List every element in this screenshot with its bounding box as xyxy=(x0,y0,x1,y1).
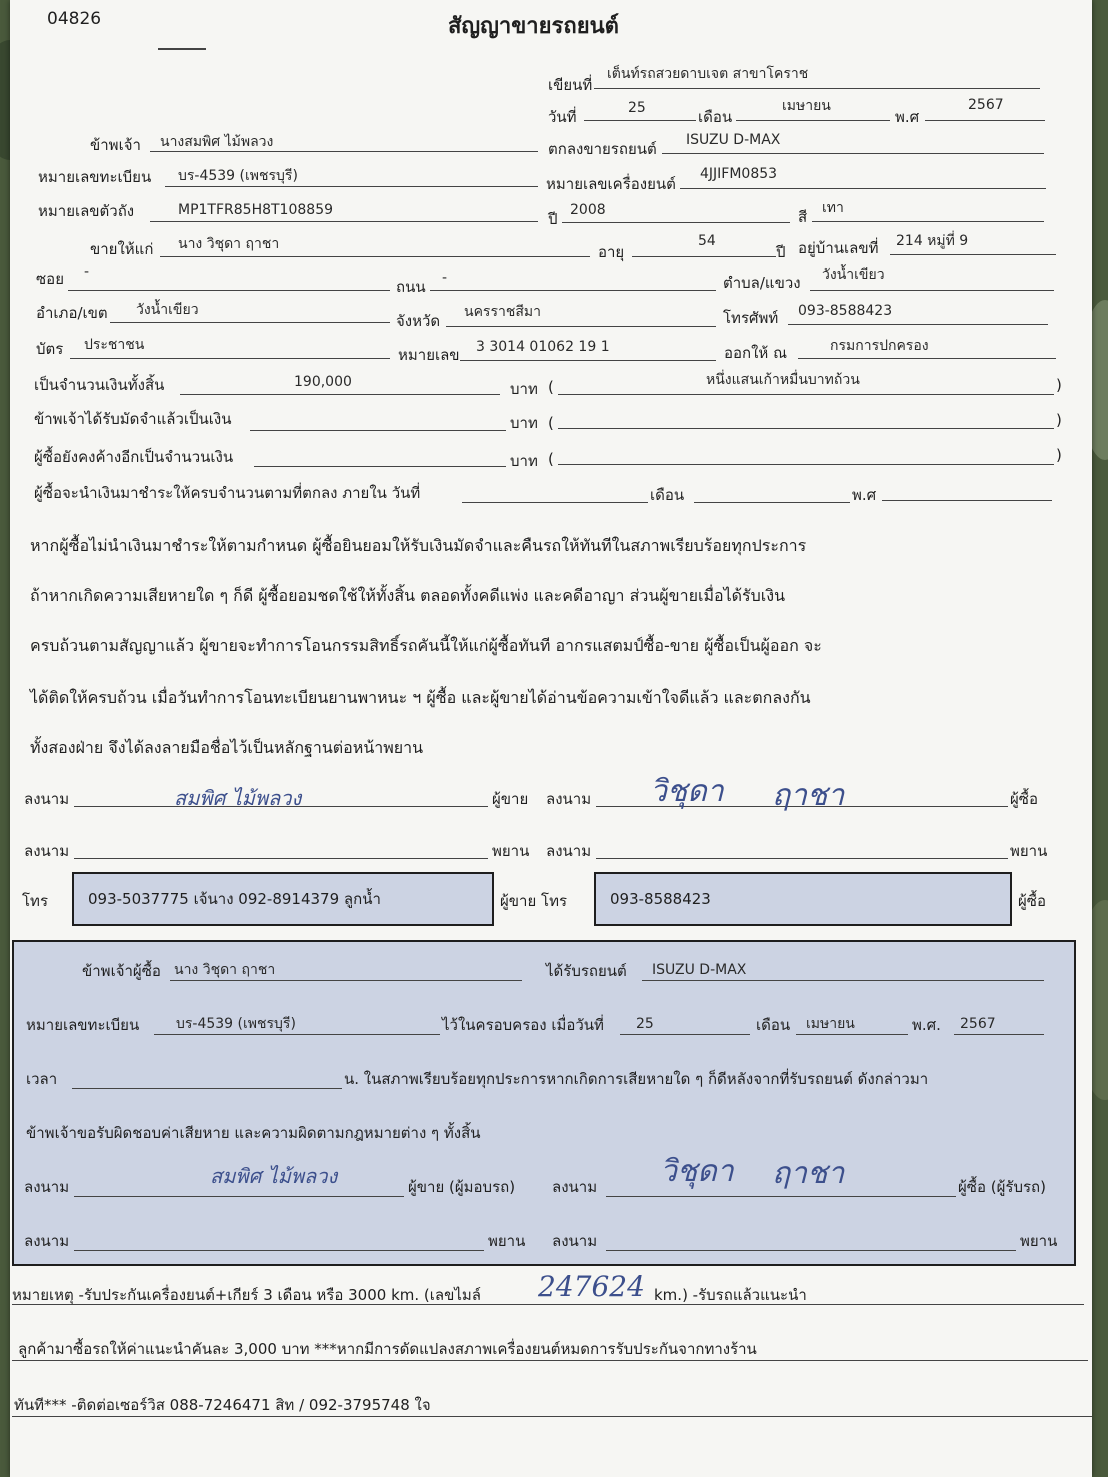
due-year-label: พ.ศ xyxy=(852,486,877,504)
issued-label: ออกให้ ณ xyxy=(724,344,787,362)
age-value: 54 xyxy=(698,233,716,249)
phone-label: โทรศัพท์ xyxy=(723,309,779,327)
time-suffix: น. ในสภาพเรียบร้อยทุกประการหากเกิดการเสียหายใด ๆ ก็ดีหลังจากที่รับรถยนต์ ดังกล่าวมา xyxy=(344,1070,929,1088)
underline xyxy=(12,1360,1088,1361)
card-label: บัตร xyxy=(36,340,64,358)
terms-line: ครบถ้วนตามสัญญาแล้ว ผู้ขายจะทำการโอนกรรมสิทธิ์รถคันนี้ให้แก่ผู้ซื้อทันที อากรแสตมป์ซื้อ-ขาย ผู้ซื้อเป็นผู้ออก จะ xyxy=(30,636,822,655)
deposit-label: ข้าพเจ้าได้รับมัดจำแล้วเป็นเงิน xyxy=(34,410,232,428)
responsibility-text: ข้าพเจ้าขอรับผิดชอบค่าเสียหาย และความผิดตามกฎหมายต่าง ๆ ทั้งสิ้น xyxy=(26,1124,481,1142)
underline xyxy=(882,500,1052,501)
sell-to-label: ขายให้แก่ xyxy=(90,240,154,258)
underline xyxy=(606,1250,1016,1251)
buyer-phone-label: ผู้ซื้อ xyxy=(1018,892,1046,910)
date-label: วันที่ xyxy=(548,108,577,126)
paren-close: ) xyxy=(1056,411,1062,429)
buyer-signature: ฤาชา xyxy=(772,778,845,813)
seller-phone-box xyxy=(72,872,494,926)
agree-sell-label: ตกลงขายรถยนต์ xyxy=(548,140,657,158)
seller-name: นางสมพิศ ไม้พลวง xyxy=(160,134,274,150)
terms-line: ถ้าหากเกิดความเสียหายใด ๆ ก็ดี ผู้ซื้อยอมชดใช้ให้ทั้งสิ้น ตลอดทั้งคดีแพ่ง และคดีอาญา ส่วนผู้ขายเมื่อได้รับเงิน xyxy=(30,586,786,605)
seller-phone: 093-5037775 เจ้นาง 092-8914379 ลูกน้ำ xyxy=(88,890,381,908)
district-value: วังน้ำเขียว xyxy=(136,302,199,318)
age-label: อายุ xyxy=(598,243,625,261)
card-number-label: หมายเลข xyxy=(398,346,460,364)
underline xyxy=(160,256,590,257)
underline xyxy=(72,1088,342,1089)
written-at-label: เขียนที่ xyxy=(548,76,593,94)
underline xyxy=(150,151,538,152)
buyer-role: ผู้ซื้อ xyxy=(1010,790,1038,808)
receipt-day: 25 xyxy=(636,1016,654,1032)
paren-open: ( xyxy=(548,414,554,432)
witness-role: พยาน xyxy=(1010,842,1048,860)
underline xyxy=(562,222,790,223)
underline xyxy=(694,502,850,503)
underline xyxy=(170,980,522,981)
road-value: - xyxy=(442,270,448,286)
time-label: เวลา xyxy=(26,1070,58,1088)
buyer-signature: ฤาชา xyxy=(772,1156,845,1191)
total-words: หนึ่งแสนเก้าหมื่นบาทถ้วน xyxy=(706,372,860,388)
buyer-phone: 093-8588423 xyxy=(610,890,711,908)
underline xyxy=(150,221,538,222)
road-label: ถนน xyxy=(396,278,426,296)
seller-label: ข้าพเจ้า xyxy=(90,136,141,154)
receipt-plate: บร-4539 (เพชรบุรี) xyxy=(176,1016,296,1032)
car-year-label: ปี xyxy=(548,210,558,228)
underline xyxy=(446,326,716,327)
received-car: ISUZU D-MAX xyxy=(652,962,747,978)
underline xyxy=(596,858,1008,859)
sign-label: ลงนาม xyxy=(546,842,592,860)
month-label: เดือน xyxy=(698,108,733,126)
due-label: ผู้ซื้อจะนำเงินมาชำระให้ครบจำนวนตามที่ตกลง ภายใน วันที่ xyxy=(34,484,421,502)
subdistrict-value: วังน้ำเขียว xyxy=(822,267,885,283)
note-line-3: ทันที*** -ติดต่อเซอร์วิส 088-7246471 สิท / 092-3795748 ใจ xyxy=(14,1396,431,1414)
underline xyxy=(890,254,1056,255)
underline xyxy=(662,153,1044,154)
receipt-year: 2567 xyxy=(960,1016,996,1032)
buyer-signature: วิชุดา xyxy=(650,774,724,809)
chassis-value: MP1TFR85H8T108859 xyxy=(178,202,334,218)
underline xyxy=(74,1196,404,1197)
underline xyxy=(558,394,1054,395)
note-line-2: ลูกค้ามาซื้อรถให้ค่าแนะนำคันละ 3,000 บาท ***หากมีการดัดแปลงสภาพเครื่องยนต์หมดการรับประกันจากทางร้าน xyxy=(18,1340,757,1358)
underline xyxy=(584,120,696,121)
underline xyxy=(594,88,1040,89)
underline xyxy=(954,1034,1044,1035)
province-value: นครราชสีมา xyxy=(464,304,541,320)
baht-label: บาท xyxy=(510,452,538,470)
color-label: สี xyxy=(798,208,808,226)
terms-line: ทั้งสองฝ่าย จึงได้ลงลายมือชื่อไว้เป็นหลักฐานต่อหน้าพยาน xyxy=(30,738,424,757)
subdistrict-label: ตำบล/แขวง xyxy=(723,274,801,292)
underline xyxy=(558,464,1054,465)
province-label: จังหวัด xyxy=(396,312,441,330)
underline xyxy=(642,980,1044,981)
buyer-signature: วิชุดา xyxy=(660,1154,734,1189)
baht-label: บาท xyxy=(510,414,538,432)
house-label: อยู่บ้านเลขที่ xyxy=(798,239,879,257)
underline xyxy=(788,324,1048,325)
sign-label: ลงนาม xyxy=(552,1178,598,1196)
underline xyxy=(12,1416,1092,1417)
sign-label: ลงนาม xyxy=(552,1232,598,1250)
terms-line: ได้ติดให้ครบถ้วน เมื่อวันทำการโอนทะเบียนยานพาหนะ ฯ ผู้ซื้อ และผู้ขายได้อ่านข้อความเข้าใจดีแล้ว และตกลงกัน xyxy=(30,688,811,707)
written-at-value: เต็นท์รถสวยดาบเจต สาขาโคราช xyxy=(607,66,809,82)
contract-paper xyxy=(10,0,1092,1477)
soi-label: ซอย xyxy=(36,270,64,288)
buyer-name: นาง วิชุดา ฤาชา xyxy=(178,236,280,252)
underline xyxy=(165,186,538,187)
engine-label: หมายเลขเครื่องยนต์ xyxy=(546,175,676,193)
underline xyxy=(810,290,1054,291)
underline xyxy=(620,1034,750,1035)
underline xyxy=(812,221,1044,222)
phone-label: โทร xyxy=(22,892,49,910)
receipt-year-label: พ.ศ. xyxy=(912,1016,941,1034)
engine-value: 4JJIFM0853 xyxy=(700,166,778,182)
plate-value: บร-4539 (เพชรบุรี) xyxy=(178,168,298,184)
underline xyxy=(558,428,1054,429)
underline xyxy=(796,1034,908,1035)
seller-signature: สมพิศ ไม้พลวง xyxy=(210,1164,338,1188)
underline xyxy=(680,188,1046,189)
sign-label: ลงนาม xyxy=(24,790,70,808)
receipt-buyer-role: ผู้ซื้อ (ผู้รับรถ) xyxy=(958,1178,1046,1196)
underline xyxy=(430,290,716,291)
note-line-1: หมายเหตุ -รับประกันเครื่องยนต์+เกียร์ 3 เดือน หรือ 3000 km. (เลขไมล์ xyxy=(12,1286,481,1304)
received-car-label: ได้รับรถยนต์ xyxy=(546,962,627,980)
paren-close: ) xyxy=(1056,446,1062,464)
note-line-1-end: km.) -รับรถแล้วแนะนำ xyxy=(654,1286,807,1304)
receipt-plate-label: หมายเลขทะเบียน xyxy=(26,1016,140,1034)
receipt-seller-role: ผู้ขาย (ผู้มอบรถ) xyxy=(408,1178,516,1196)
sign-label: ลงนาม xyxy=(546,790,592,808)
underline xyxy=(68,290,390,291)
paren-open: ( xyxy=(548,450,554,468)
underline xyxy=(70,358,390,359)
age-unit: ปี xyxy=(776,243,786,261)
underline xyxy=(462,502,648,503)
car-model: ISUZU D-MAX xyxy=(686,132,781,148)
underline xyxy=(110,322,390,323)
seller-signature: สมพิศ ไม้พลวง xyxy=(174,786,302,810)
sign-label: ลงนาม xyxy=(24,1232,70,1250)
underline xyxy=(250,430,506,431)
baht-label: บาท xyxy=(510,380,538,398)
document-number: 04826 xyxy=(47,9,102,29)
issued-value: กรมการปกครอง xyxy=(830,338,929,354)
sign-label: ลงนาม xyxy=(24,1178,70,1196)
witness-role: พยาน xyxy=(488,1232,526,1250)
witness-role: พยาน xyxy=(1020,1232,1058,1250)
house-value: 214 หมู่ที่ 9 xyxy=(896,233,969,249)
plate-label: หมายเลขทะเบียน xyxy=(38,168,152,186)
witness-role: พยาน xyxy=(492,842,530,860)
underline xyxy=(736,120,890,121)
stroke-mark xyxy=(158,48,206,50)
paren-close: ) xyxy=(1056,376,1062,394)
receipt-buyer-name: นาง วิชุดา ฤาชา xyxy=(174,962,276,978)
seller-phone-label: ผู้ขาย โทร xyxy=(500,892,568,910)
underline xyxy=(925,120,1045,121)
vehicle-receipt-section xyxy=(12,940,1076,1266)
buyer-phone-box xyxy=(594,872,1012,926)
underline xyxy=(74,1250,484,1251)
receipt-month: เมษายน xyxy=(806,1016,855,1032)
color-value: เทา xyxy=(822,200,844,216)
underline xyxy=(180,394,500,395)
page-title: สัญญาขายรถยนต์ xyxy=(448,14,619,39)
underline xyxy=(154,1034,440,1035)
receipt-buyer-label: ข้าพเจ้าผู้ซื้อ xyxy=(82,962,161,980)
paren-open: ( xyxy=(548,378,554,396)
underline xyxy=(74,858,488,859)
underline xyxy=(254,466,506,467)
receipt-month-label: เดือน xyxy=(756,1016,791,1034)
date-month: เมษายน xyxy=(782,98,831,114)
underline xyxy=(460,360,716,361)
possession-label: ไว้ในครอบครอง เมื่อวันที่ xyxy=(442,1016,604,1034)
underline xyxy=(632,256,776,257)
sign-label: ลงนาม xyxy=(24,842,70,860)
year-label: พ.ศ xyxy=(895,108,920,126)
due-month-label: เดือน xyxy=(650,486,685,504)
remaining-label: ผู้ซื้อยังคงค้างอีกเป็นจำนวนเงิน xyxy=(34,448,234,466)
underline xyxy=(798,358,1056,359)
underline xyxy=(12,1304,1084,1305)
date-day: 25 xyxy=(628,100,646,116)
mileage-handwritten: 247624 xyxy=(538,1270,645,1303)
date-year: 2567 xyxy=(968,97,1004,113)
terms-line: หากผู้ซื้อไม่นำเงินมาชำระให้ตามกำหนด ผู้ซื้อยินยอมให้รับเงินมัดจำและคืนรถให้ทันทีในสภาพเรียบร้อยทุกประการ xyxy=(30,536,807,555)
soi-value: - xyxy=(84,264,90,280)
phone-value: 093-8588423 xyxy=(798,303,893,319)
car-year-value: 2008 xyxy=(570,202,606,218)
card-value: ประชาชน xyxy=(84,337,145,353)
district-label: อำเภอ/เขต xyxy=(36,304,108,322)
total-value: 190,000 xyxy=(294,374,352,390)
chassis-label: หมายเลขตัวถัง xyxy=(38,202,135,220)
total-label: เป็นจำนวนเงินทั้งสิ้น xyxy=(34,376,165,394)
seller-role: ผู้ขาย xyxy=(492,790,529,808)
card-number-value: 3 3014 01062 19 1 xyxy=(476,339,610,355)
